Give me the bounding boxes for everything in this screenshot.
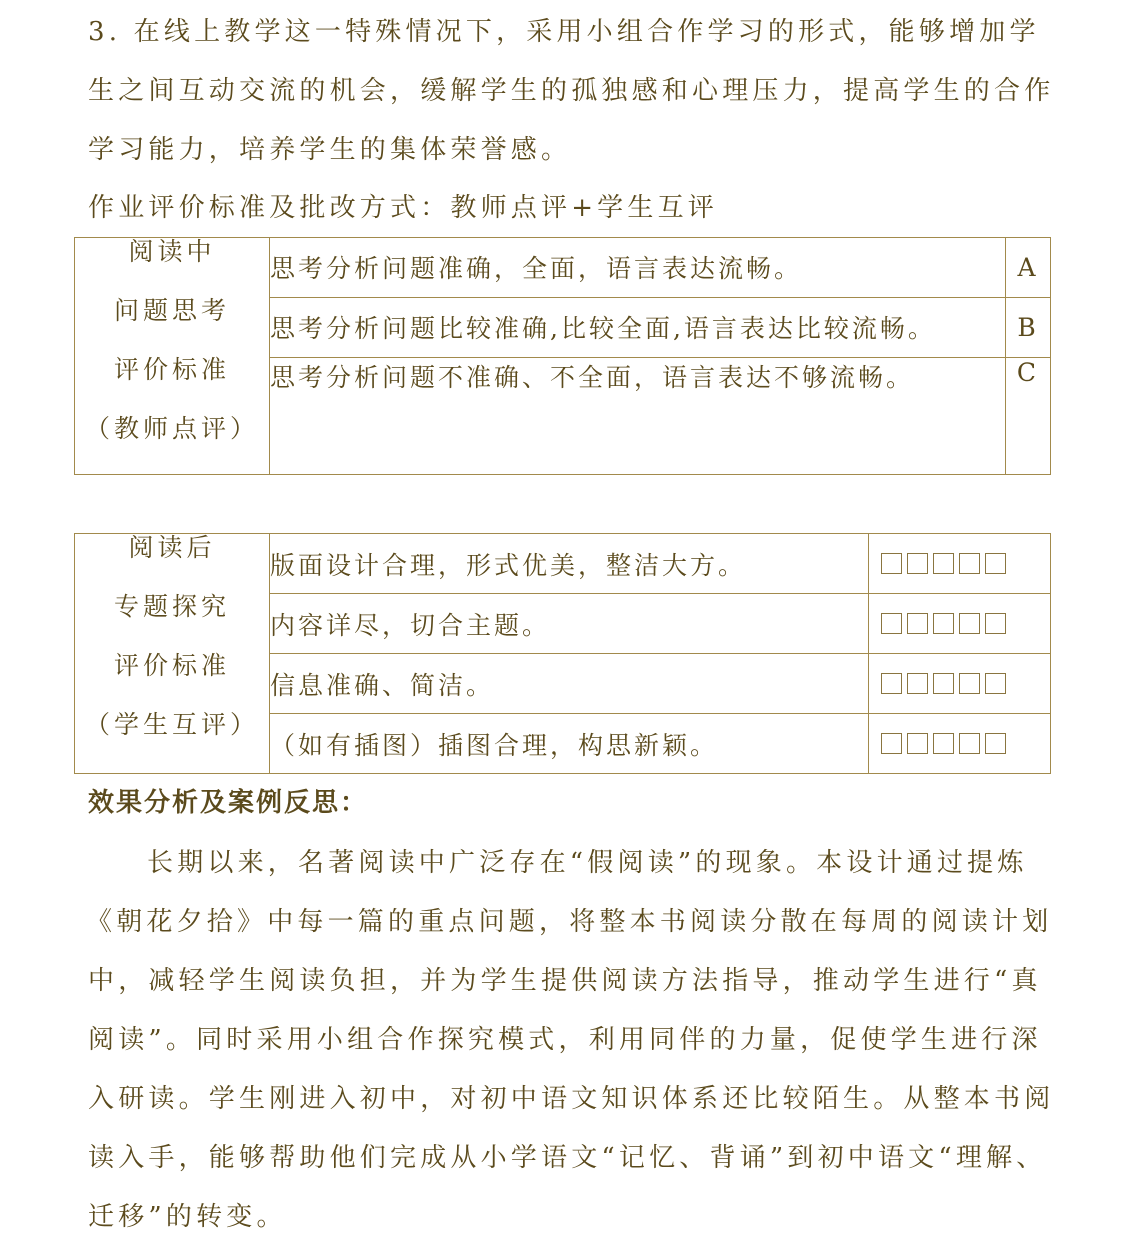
rating-boxes-cell bbox=[869, 594, 1051, 654]
label-line: 评价标准 bbox=[113, 651, 230, 680]
criterion-text: 思考分析问题不准确、不全面，语言表达不够流畅。 bbox=[270, 358, 1006, 475]
rating-checkbox[interactable] bbox=[933, 553, 954, 574]
analysis-line-7: 迁移”的转变。 bbox=[88, 1202, 287, 1232]
rating-checkbox[interactable] bbox=[933, 733, 954, 754]
rating-checkbox[interactable] bbox=[959, 553, 980, 574]
label-line: 评价标准 bbox=[113, 355, 230, 384]
analysis-line-3: 中，减轻学生阅读负担，并为学生提供阅读方法指导，推动学生进行“真 bbox=[88, 966, 1042, 996]
rating-boxes-cell bbox=[869, 534, 1051, 594]
criterion-text: （如有插图）插图合理，构思新颖。 bbox=[270, 714, 869, 774]
peer-evaluation-table bbox=[74, 533, 1051, 774]
rating-boxes-cell bbox=[869, 714, 1051, 774]
teacher-evaluation-table bbox=[74, 237, 1051, 475]
rating-checkbox[interactable] bbox=[881, 613, 902, 634]
criterion-text: 信息准确、简洁。 bbox=[270, 654, 869, 714]
criterion-text: 内容详尽，切合主题。 bbox=[270, 594, 869, 654]
label-line: 阅读中 bbox=[128, 237, 216, 266]
rating-checkbox[interactable] bbox=[881, 553, 902, 574]
rating-checkbox[interactable] bbox=[933, 673, 954, 694]
rating-checkbox[interactable] bbox=[881, 673, 902, 694]
criterion-text: 思考分析问题比较准确,比较全面,语言表达比较流畅。 bbox=[270, 297, 1006, 358]
rating-checkbox[interactable] bbox=[959, 673, 980, 694]
rating-checkbox[interactable] bbox=[907, 553, 928, 574]
analysis-heading: 效果分析及案例反思： bbox=[88, 788, 369, 818]
grade-letter: B bbox=[1006, 297, 1051, 358]
rating-checkbox[interactable] bbox=[985, 673, 1006, 694]
label-line: 专题探究 bbox=[113, 592, 230, 621]
intro-line-2: 生之间互动交流的机会，缓解学生的孤独感和心理压力，提高学生的合作 bbox=[88, 76, 1055, 106]
rating-boxes-cell bbox=[869, 654, 1051, 714]
grade-letter: A bbox=[1006, 238, 1051, 298]
teacher-evaluation-label bbox=[75, 238, 270, 475]
rating-checkbox[interactable] bbox=[907, 733, 928, 754]
rating-checkbox[interactable] bbox=[959, 733, 980, 754]
peer-evaluation-label bbox=[75, 534, 270, 774]
intro-line-3: 学习能力，培养学生的集体荣誉感。 bbox=[88, 135, 572, 165]
label-line: （教师点评） bbox=[84, 414, 259, 443]
grade-letter: C bbox=[1006, 358, 1051, 475]
criterion-text: 思考分析问题准确，全面，语言表达流畅。 bbox=[270, 238, 1006, 298]
rating-checkbox[interactable] bbox=[933, 613, 954, 634]
rating-checkbox[interactable] bbox=[907, 613, 928, 634]
rating-checkbox[interactable] bbox=[907, 673, 928, 694]
evaluation-method-line: 作业评价标准及批改方式：教师点评+学生互评 bbox=[88, 193, 718, 223]
analysis-line-4: 阅读”。同时采用小组合作探究模式，利用同伴的力量，促使学生进行深 bbox=[88, 1025, 1042, 1055]
label-line: 阅读后 bbox=[128, 533, 216, 562]
rating-checkbox[interactable] bbox=[985, 733, 1006, 754]
rating-checkbox[interactable] bbox=[985, 613, 1006, 634]
label-line: 问题思考 bbox=[113, 296, 230, 325]
label-line: （学生互评） bbox=[84, 710, 259, 739]
intro-line-1: 3. 在线上教学这一特殊情况下，采用小组合作学习的形式，能够增加学 bbox=[88, 17, 1040, 47]
analysis-line-5: 入研读。学生刚进入初中，对初中语文知识体系还比较陌生。从整本书阅 bbox=[88, 1084, 1055, 1114]
rating-checkbox[interactable] bbox=[881, 733, 902, 754]
rating-checkbox[interactable] bbox=[959, 613, 980, 634]
analysis-line-1: 长期以来，名著阅读中广泛存在“假阅读”的现象。本设计通过提炼 bbox=[147, 848, 1028, 878]
rating-checkbox[interactable] bbox=[985, 553, 1006, 574]
criterion-text: 版面设计合理，形式优美，整洁大方。 bbox=[270, 534, 869, 594]
analysis-line-6: 读入手，能够帮助他们完成从小学语文“记忆、背诵”到初中语文“理解、 bbox=[88, 1143, 1047, 1173]
analysis-line-2: 《朝花夕拾》中每一篇的重点问题，将整本书阅读分散在每周的阅读计划 bbox=[86, 907, 1053, 937]
